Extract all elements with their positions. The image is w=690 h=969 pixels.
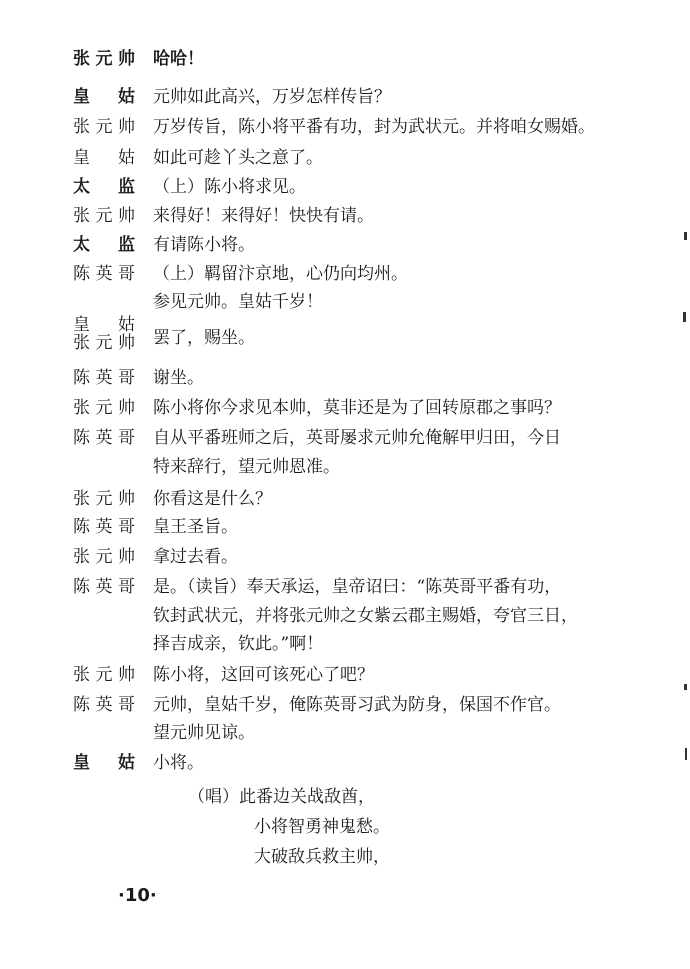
page-number: ·10· [118, 885, 157, 906]
speaker-name: 陈英哥 [73, 517, 135, 537]
speaker-name: 皇 姑 [73, 148, 135, 168]
speech-text: 皇王圣旨。 [153, 517, 238, 537]
dialogue-line [0, 629, 690, 659]
speech-text: 是。（读旨）奉天承运，皇帝诏曰：“陈英哥平番有功， [153, 577, 562, 597]
dialogue-line [0, 572, 690, 602]
speech-text: 拿过去看。 [153, 547, 238, 567]
dialogue-line [0, 172, 690, 202]
speech-text: 你看这是什么？ [153, 489, 272, 509]
scan-mark [684, 232, 687, 240]
dialogue-line [0, 542, 690, 572]
speaker-name: 张元帅 [73, 489, 135, 509]
scan-mark [683, 312, 686, 322]
speaker-name: 太 监 [73, 177, 135, 197]
speech-text: 陈小将，这回可该死心了吧？ [153, 665, 374, 685]
speaker-name: 陈英哥 [73, 695, 135, 715]
dialogue-line [0, 44, 690, 74]
speech-text: 来得好！来得好！快快有请。 [153, 206, 374, 226]
speech-text: 钦封武状元，并将张元帅之女紫云郡主赐婚，夸官三日， [153, 606, 578, 626]
speech-text: 特来辞行，望元帅恩准。 [153, 457, 340, 477]
speech-text: 参见元帅。皇姑千岁！ [153, 292, 323, 312]
dialogue-line [0, 452, 690, 482]
dialogue-line [0, 230, 690, 260]
speech-text: 择吉成亲，钦此。”啊！ [153, 634, 324, 654]
scan-mark [685, 748, 687, 760]
speech-text: （上）陈小将求见。 [153, 177, 306, 197]
dialogue-line [0, 601, 690, 631]
speaker-name: 陈英哥 [73, 428, 135, 448]
speech-text: 谢坐。 [153, 368, 204, 388]
speaker-name: 皇 姑 [73, 753, 135, 773]
speaker-name: 张元帅 [73, 547, 135, 567]
dialogue-line [0, 259, 690, 289]
speech-text: 有请陈小将。 [153, 235, 255, 255]
speaker-name: 陈英哥 [73, 368, 135, 388]
dialogue-line [0, 748, 690, 778]
speech-text: 元帅如此高兴，万岁怎样传旨？ [153, 87, 391, 107]
speech-text: 如此可趁丫头之意了。 [153, 148, 323, 168]
dialogue-line [0, 143, 690, 173]
dialogue-line [0, 363, 690, 393]
dialogue-line [0, 393, 690, 423]
dialogue-line [0, 201, 690, 231]
speech-text: 哈哈！ [153, 49, 204, 69]
dialogue-line [0, 423, 690, 453]
speech-text: 陈小将你今求见本帅，莫非还是为了回转原郡之事吗？ [153, 398, 561, 418]
speaker-name: 张元帅 [73, 49, 135, 69]
dialogue-line [0, 484, 690, 514]
dialogue-line [0, 287, 690, 317]
speech-text: （上）羁留汴京地，心仍向均州。 [153, 264, 408, 284]
dialogue-line [0, 512, 690, 542]
dialogue-line [0, 718, 690, 748]
speaker-name: 皇 姑 [73, 87, 135, 107]
speech-text: 小将。 [153, 753, 204, 773]
song-line: 大破敌兵救主帅， [254, 847, 390, 867]
speaker-name: 张元帅 [73, 665, 135, 685]
speaker-name: 张元帅 [73, 398, 135, 418]
speaker-name: 太 监 [73, 235, 135, 255]
dialogue-line [0, 690, 690, 720]
speaker-name: 陈英哥 [73, 264, 135, 284]
speaker-name: 皇 姑 [73, 315, 135, 335]
speaker-name: 张元帅 [73, 206, 135, 226]
speech-text: 自从平番班师之后，英哥屡求元帅允俺解甲归田，今日 [153, 428, 561, 448]
speech-text: 罢了，赐坐。 [153, 328, 255, 348]
speech-text: 万岁传旨，陈小将平番有功，封为武状元。并将咱女赐婚。 [153, 117, 595, 137]
dialogue-line [0, 82, 690, 112]
speaker-name: 张元帅 [73, 333, 135, 353]
song-line: 小将智勇神鬼愁。 [254, 817, 390, 837]
speech-text: 望元帅见谅。 [153, 723, 255, 743]
song-line: （唱）此番边关战敌酋， [188, 787, 375, 807]
speaker-name: 陈英哥 [73, 577, 135, 597]
dialogue-line [0, 323, 690, 353]
scan-mark [684, 684, 687, 690]
speech-text: 元帅，皇姑千岁，俺陈英哥习武为防身，保国不作官。 [153, 695, 561, 715]
dialogue-line [0, 112, 690, 142]
dialogue-line [0, 660, 690, 690]
speaker-name: 张元帅 [73, 117, 135, 137]
